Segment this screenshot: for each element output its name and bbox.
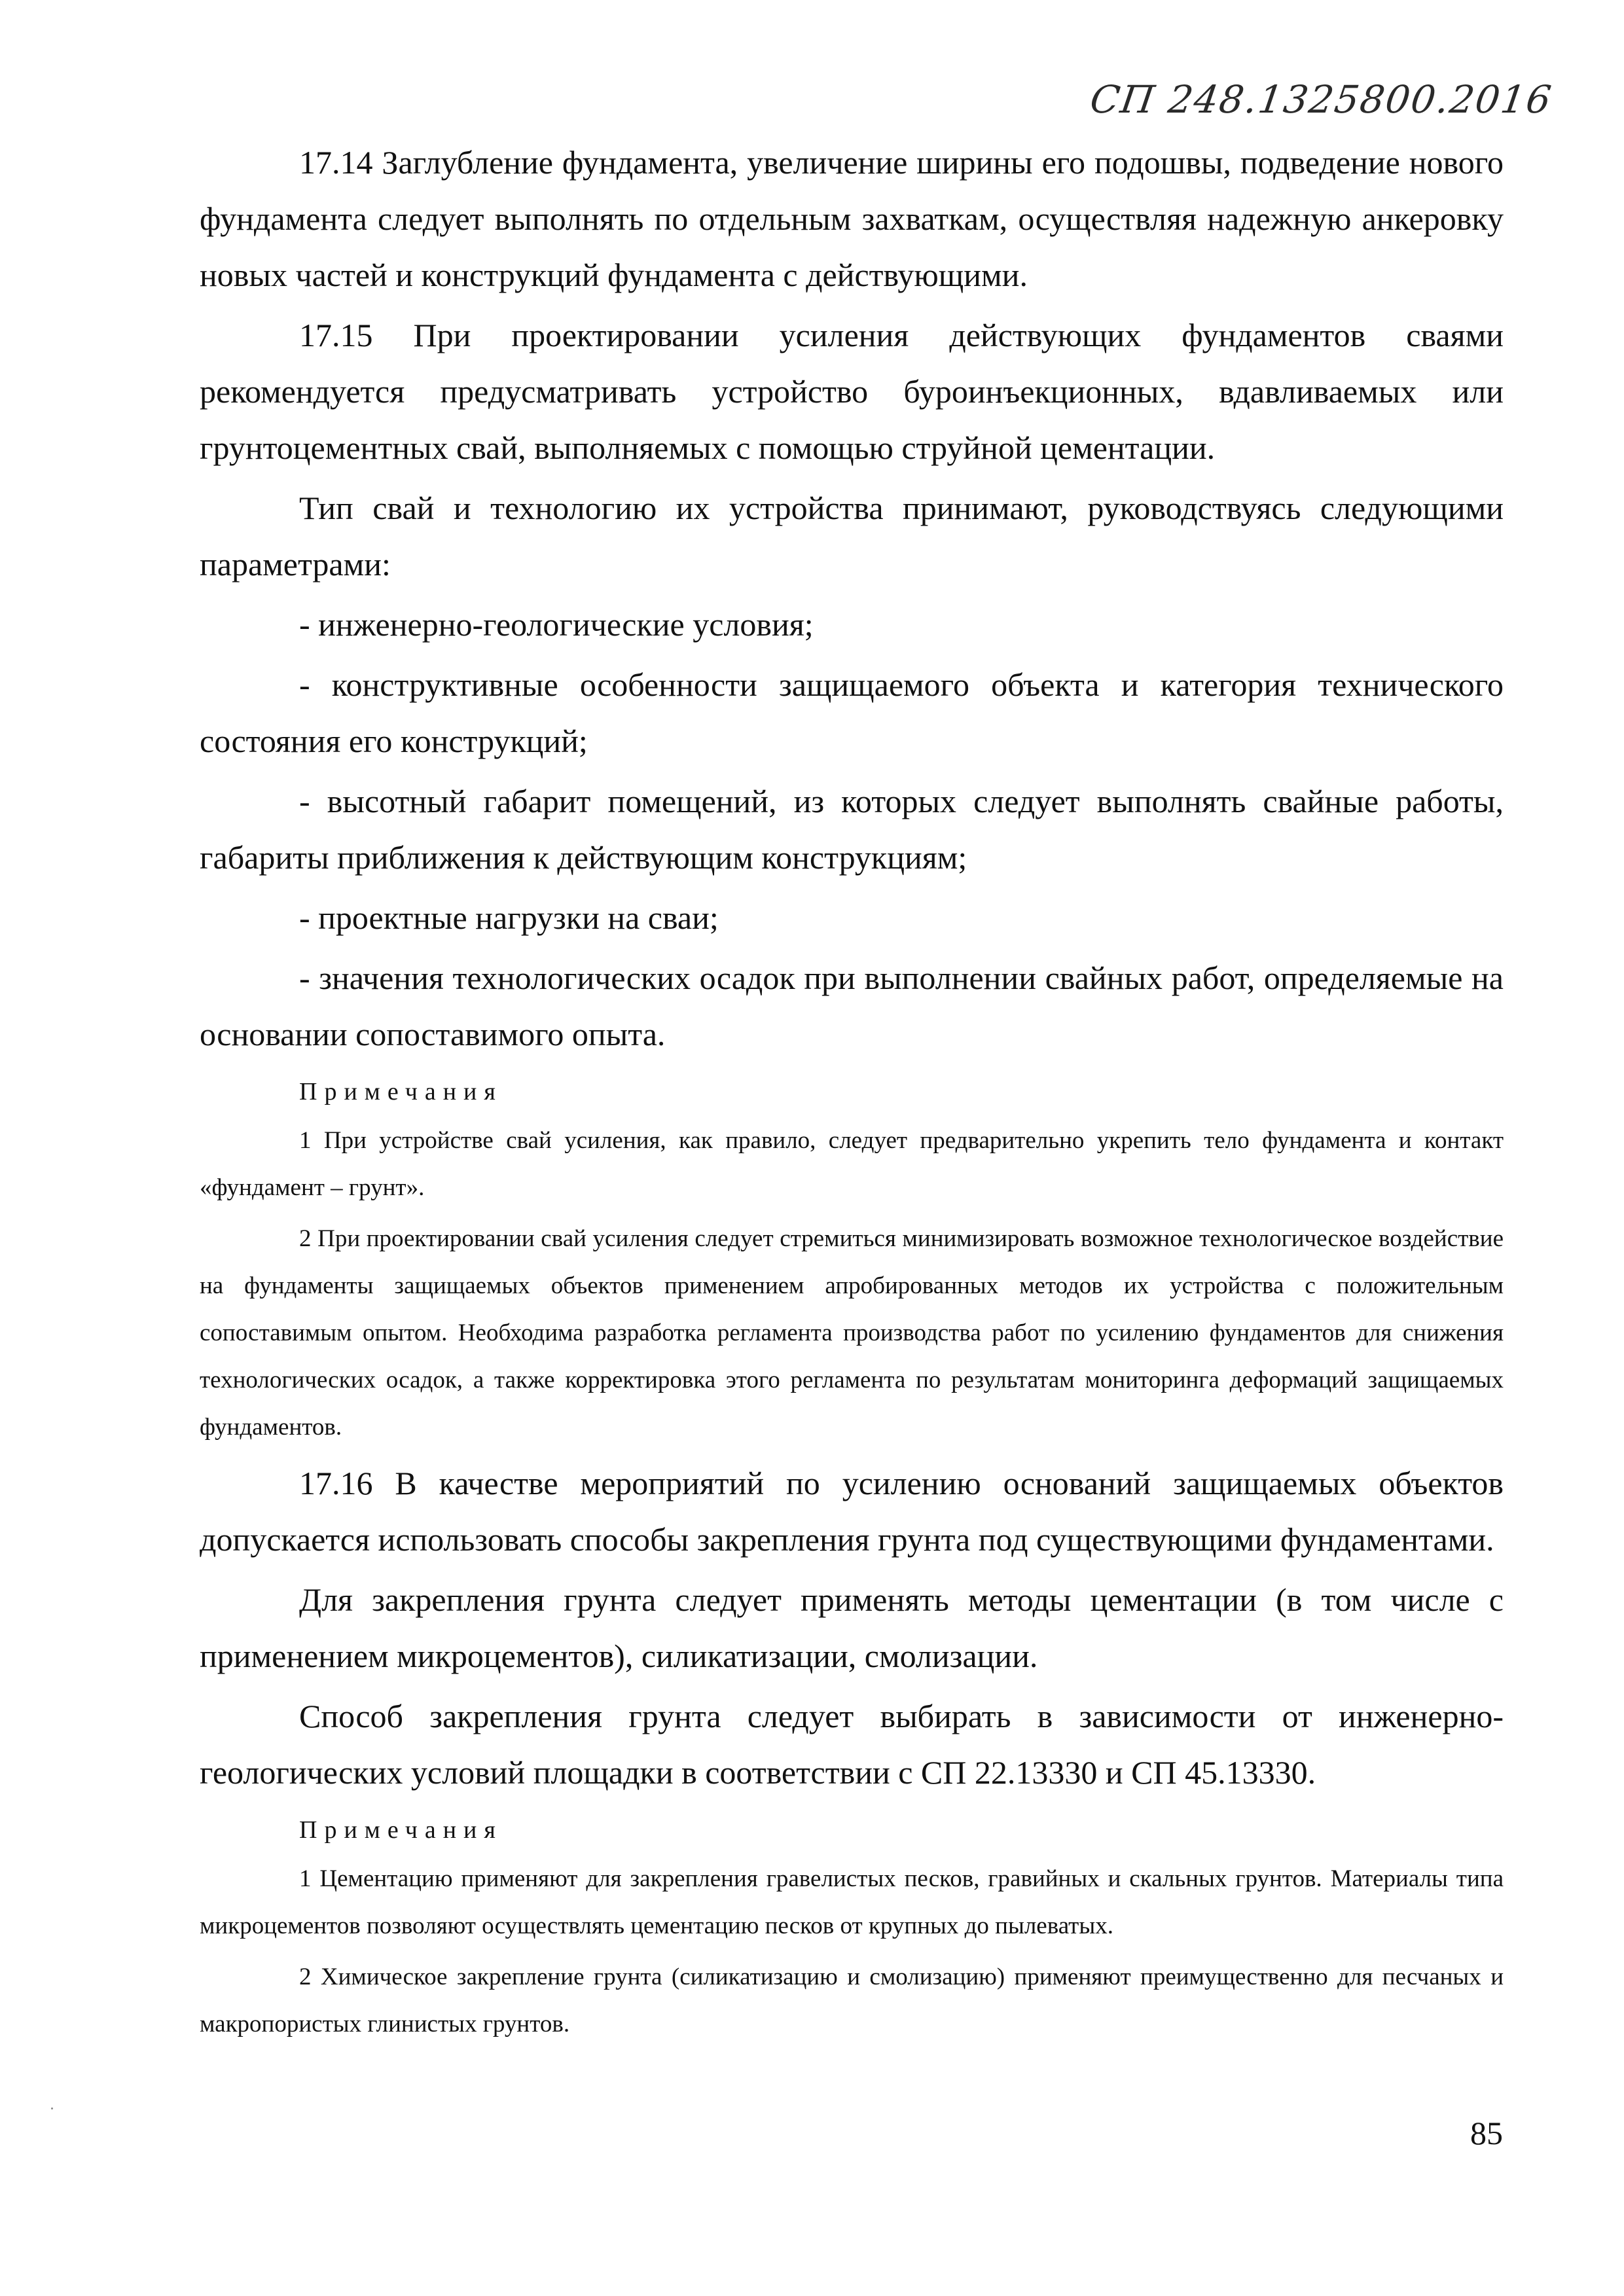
- paragraph-grouting-methods: Для закрепления грунта следует применять методы цементации (в том числе с применением микроцементов), силикатизации, смолизации.: [200, 1581, 1504, 1674]
- paragraph-method-selection: Способ закрепления грунта следует выбирать в зависимости от инженерно-геологических условий площадки в соответствии с СП 22.13330 и СП 45.13330.: [200, 1698, 1504, 1791]
- list-item-structural: - конструктивные особенности защищаемого объекта и категория технического состояния его конструкций;: [200, 666, 1504, 759]
- note-2-2: 2 Химическое закрепление грунта (силикатизацию и смолизацию) применяют преимущественно для песчаных и макропористых глинистых грунтов.: [200, 1964, 1504, 2037]
- paragraph-17-14: 17.14 Заглубление фундамента, увеличение ширины его подошвы, подведение нового фундамента следует выполнять по отдельным захваткам, осуществляя надежную анкеровку новых частей и конструкций фундамента с действующими.: [200, 144, 1504, 293]
- list-item-loads: - проектные нагрузки на сваи;: [299, 899, 719, 936]
- page-number: 85: [1470, 2115, 1503, 2151]
- notes-heading-2: Примечания: [299, 1816, 503, 1844]
- scan-artifact: [51, 2108, 53, 2109]
- list-item-height: - высотный габарит помещений, из которых следует выполнять свайные работы, габариты приближения к действующим конструкциям;: [200, 783, 1504, 876]
- note-2-1: 1 Цементацию применяют для закрепления гравелистых песков, гравийных и скальных грунтов. Материалы типа микроцементов позволяют осуществлять цементацию песков от крупных до пылеватых.: [200, 1865, 1504, 1939]
- paragraph-17-16: 17.16 В качестве мероприятий по усилению оснований защищаемых объектов допускается использовать способы закрепления грунта под существующими фундаментами.: [200, 1465, 1504, 1558]
- handwritten-document-code: СП 248.1325800.2016: [1087, 77, 1555, 122]
- note-1-1: 1 При устройстве свай усиления, как правило, следует предварительно укрепить тело фундамента и контакт «фундамент – грунт».: [200, 1127, 1504, 1201]
- list-item-settlements: - значения технологических осадок при выполнении свайных работ, определяемые на основании сопоставимого опыта.: [200, 960, 1504, 1052]
- list-item-geology: - инженерно-геологические условия;: [299, 606, 814, 643]
- paragraph-17-15: 17.15 При проектировании усиления действующих фундаментов сваями рекомендуется предусматривать устройство буроинъекционных, вдавливаемых или грунтоцементных свай, выполняемых с помощью струйной цементации.: [200, 317, 1504, 466]
- note-1-2: 2 При проектировании свай усиления следует стремиться минимизировать возможное технологическое воздействие на фундаменты защищаемых объектов применением апробированных методов их устройства с положительным сопоставимым опытом. Необходима разработка регламента производства работ по усилению фундаментов для снижения технологических осадок, а также корректировка этого регламента по результатам мониторинга деформаций защищаемых фундаментов.: [200, 1225, 1504, 1441]
- paragraph-pile-type: Тип свай и технологию их устройства принимают, руководствуясь следующими параметрами:: [200, 490, 1504, 583]
- page-content: [200, 134, 1504, 2048]
- notes-heading-1: Примечания: [299, 1078, 503, 1105]
